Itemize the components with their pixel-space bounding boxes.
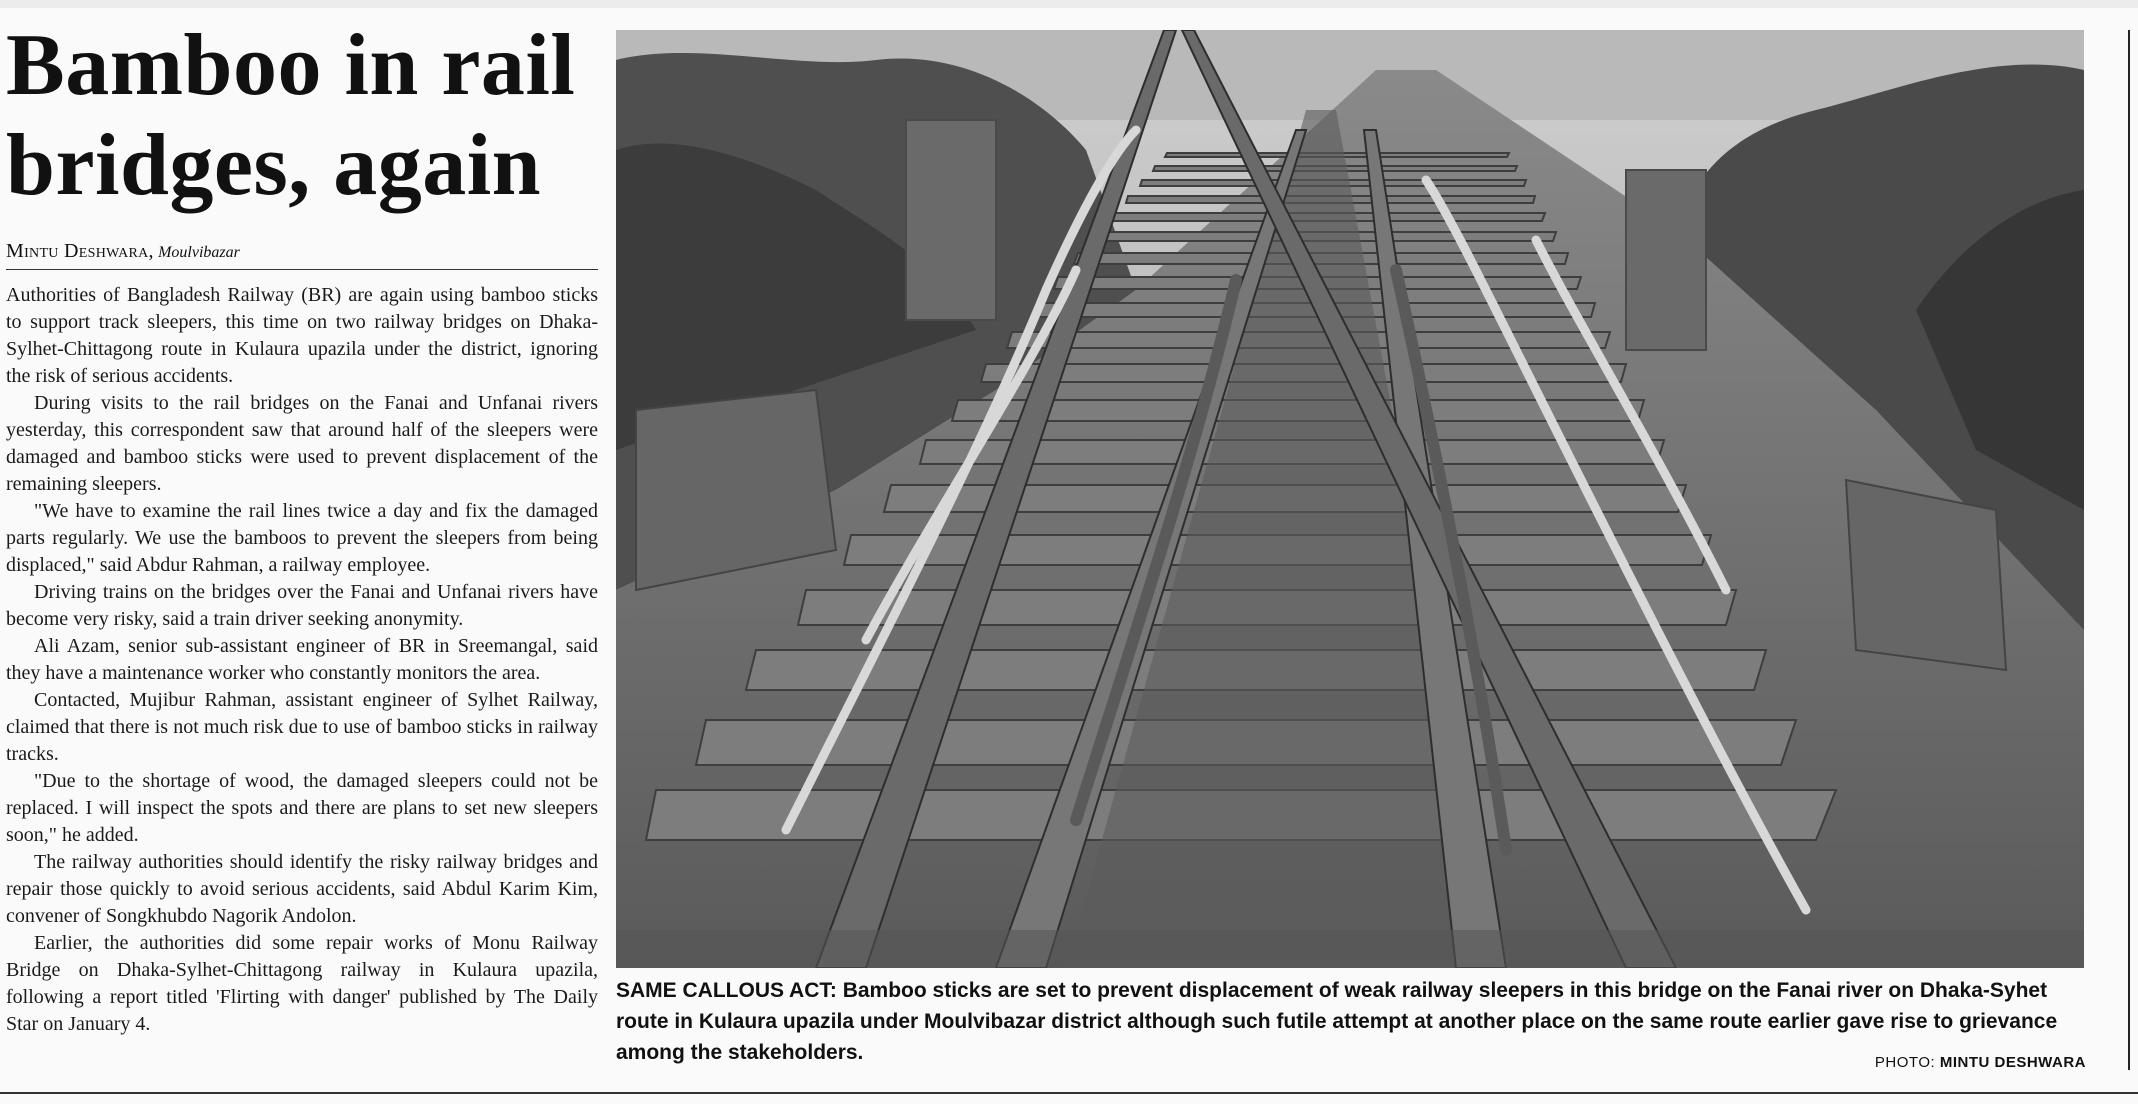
byline-place: Moulvibazar [158,244,240,261]
article-paragraph: "Due to the shortage of wood, the damaged sleepers could not be replaced. I will inspect the spots and there are plans to set new sleepers soon," he added. [6,770,598,846]
article-paragraph: Authorities of Bangladesh Railway (BR) are again using bamboo sticks to support track sleepers, this time on two railway bridges on Dhaka-Sylhet-Chittagong route in Kulaura upazila under the district, ignoring the risk of serious accidents. [6,284,598,387]
article-paragraph: During visits to the rail bridges on the Fanai and Unfanai rivers yesterday, this correspondent saw that around half of the sleepers were damaged and bamboo sticks were used to prevent displacement of the remaining sleepers. [6,392,598,495]
article-paragraph: The railway authorities should identify the risky railway bridges and repair those quickly to avoid serious accidents, said Abdul Karim Kim, convener of Songkhubdo Nagorik Andolon. [6,851,598,927]
article-paragraph: Contacted, Mujibur Rahman, assistant engineer of Sylhet Railway, claimed that there is not much risk due to use of bamboo sticks in railway tracks. [6,689,598,765]
article-paragraph: Earlier, the authorities did some repair works of Monu Railway Bridge on Dhaka-Sylhet-Chittagong railway in Kulaura upazila, following a report titled 'Flirting with danger' published by The Daily Star on January 4. [6,932,598,1035]
ballast-gravel [616,930,2084,968]
article [6,16,598,1038]
column-rule [2128,30,2130,1070]
photo-caption: SAME CALLOUS ACT: Bamboo sticks are set to prevent displacement of weak railway sleepers in this bridge on the Fanai river on Dhaka-Syhet route in Kulaura upazila under Moulvibazar district although such futile attempt at another place on the same route earlier gave rise to grievance among the stakeholders. [616,979,2058,1064]
right-brick-pier [1626,170,1706,350]
right-abutment [1846,480,2006,670]
article-body [6,282,598,1038]
headline-line-2: bridges, again [6,117,542,214]
byline-author: Mintu Deshwara, [6,240,154,262]
photo-illustration [616,30,2084,968]
headline [6,16,598,216]
page-top-strip [0,0,2138,8]
photo-credit [1850,1054,2086,1071]
headline-line-1: Bamboo in rail [6,17,576,114]
photo-credit-label: PHOTO: [1874,1054,1936,1071]
article-paragraph: Ali Azam, senior sub-assistant engineer of BR in Sreemangal, said they have a maintenance worker who constantly monitors the area. [6,635,598,684]
byline [6,240,598,270]
article-paragraph: Driving trains on the bridges over the Fanai and Unfanai rivers have become very risky, said a train driver seeking anonymity. [6,581,598,630]
page-bottom-rule [0,1092,2138,1094]
railway-bridge-photo [616,30,2084,968]
article-paragraph: "We have to examine the rail lines twice a day and fix the damaged parts regularly. We use the bamboos to prevent the sleepers from being displaced," said Abdur Rahman, a railway employee. [6,500,598,576]
photo-credit-name: MINTU DESHWARA [1939,1054,2086,1071]
left-brick-pier [906,120,996,320]
